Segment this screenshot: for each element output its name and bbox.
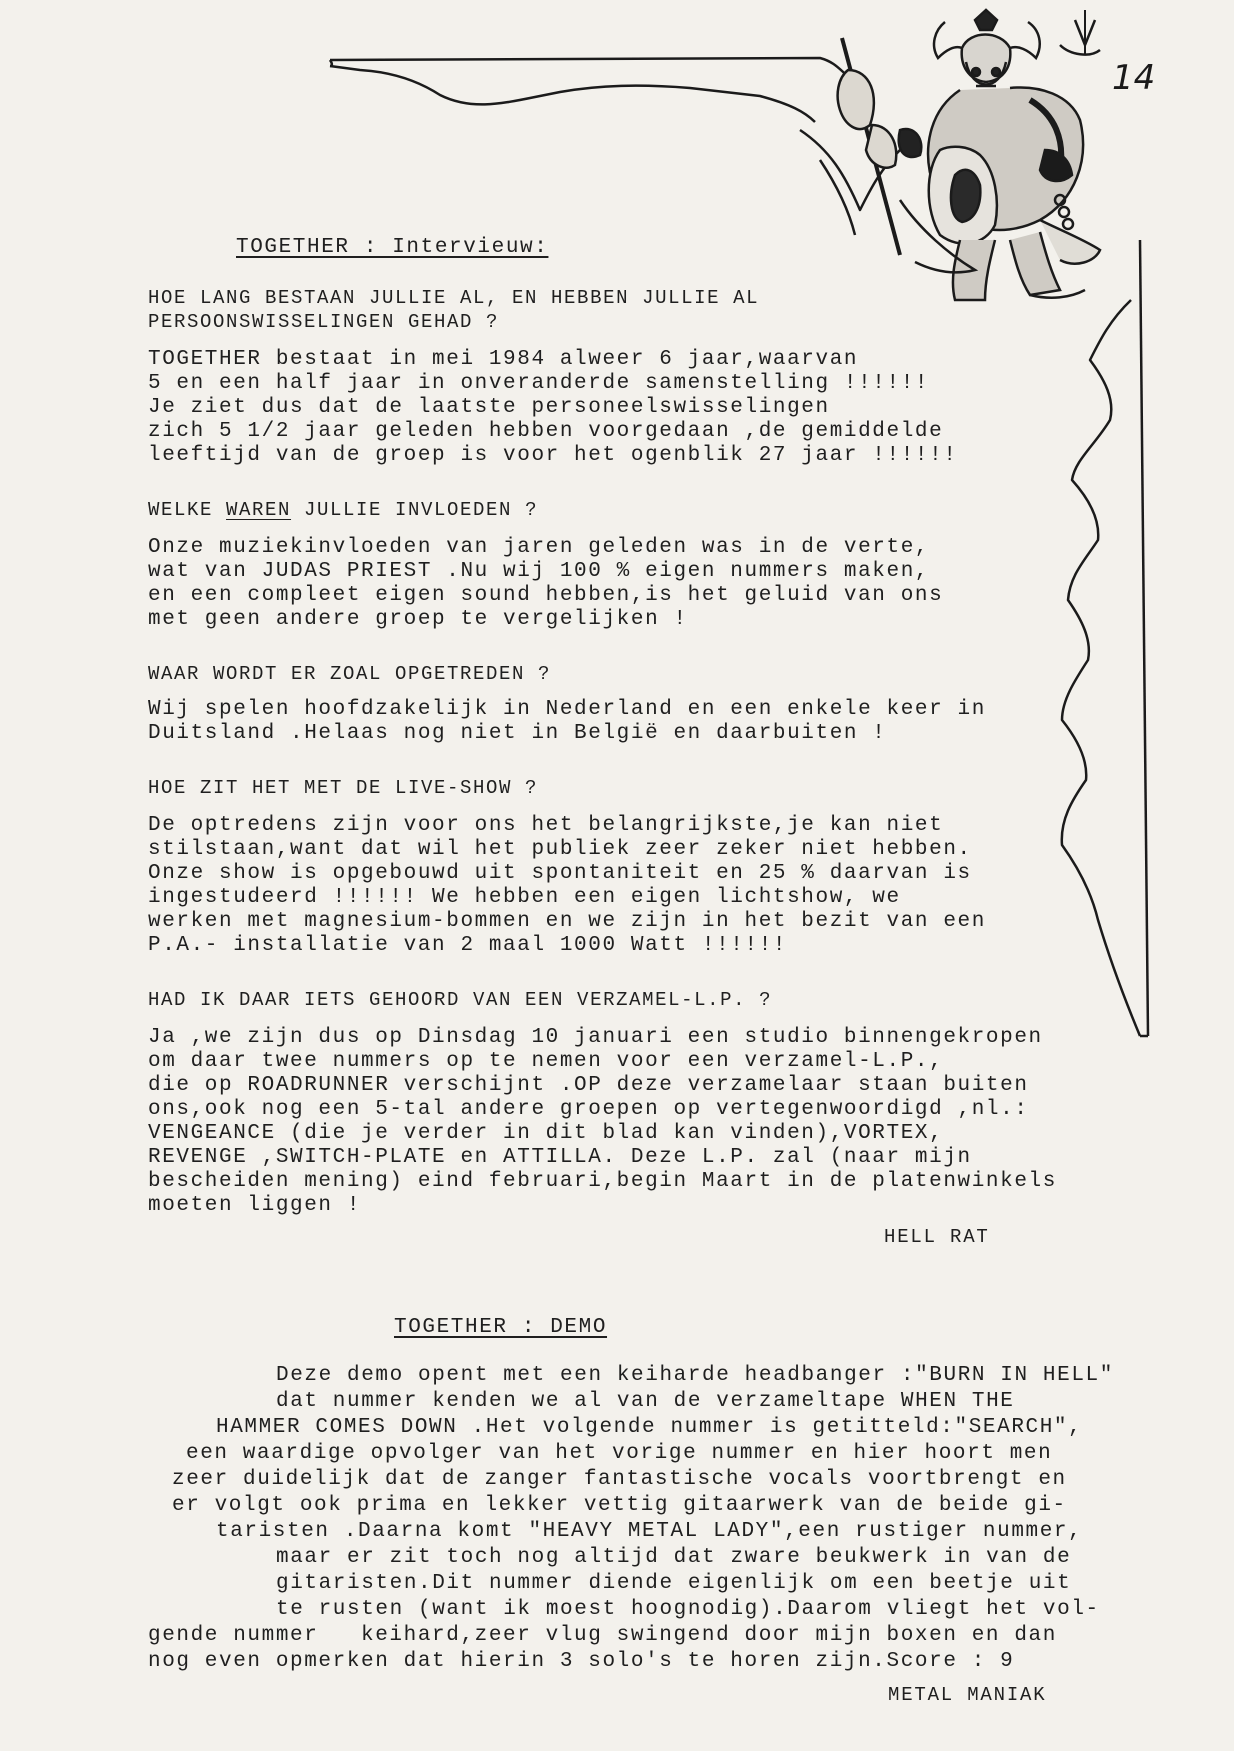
demo-line-7: taristen .Daarna komt "HEAVY METAL LADY",een rustiger nummer, — [216, 1520, 1083, 1543]
answer-5-line-8: moeten liggen ! — [148, 1194, 362, 1217]
answer-5-line-5: VENGEANCE (die je verder in dit blad kan vinden),VORTEX, — [148, 1122, 944, 1145]
answer-4-line-2: stilstaan,want dat wil het publiek zeer zeker niet hebben. — [148, 838, 972, 861]
question-3: WAAR WORDT ER ZOAL OPGETREDEN ? — [148, 663, 552, 685]
answer-1-line-3: Je ziet dus dat de laatste personeelswisselingen — [148, 396, 830, 419]
answer-4-line-4: ingestudeerd !!!!!! We hebben een eigen lichtshow, we — [148, 886, 901, 909]
interview-heading: TOGETHER : Intervieuw: — [236, 236, 549, 259]
answer-2-line-4: met geen andere groep te vergelijken ! — [148, 608, 688, 631]
answer-2-line-2: wat van JUDAS PRIEST .Nu wij 100 % eigen nummers maken, — [148, 560, 930, 583]
question-1-line-1: HOE LANG BESTAAN JULLIE AL, EN HEBBEN JULLIE AL — [148, 287, 760, 309]
demo-line-6: er volgt ook prima en lekker vettig gitaarwerk van de beide gi- — [172, 1494, 1067, 1517]
answer-1-line-5: leeftijd van de groep is voor het ogenblik 27 jaar !!!!!! — [148, 444, 958, 467]
answer-2-line-3: en een compleet eigen sound hebben,is het geluid van ons — [148, 584, 944, 607]
answer-4-line-5: werken met magnesium-bommen en we zijn in het bezit van een — [148, 910, 986, 933]
demo-line-2: dat nummer kenden we al van de verzameltape WHEN THE — [276, 1390, 1015, 1413]
demo-line-10: te rusten (want ik moest hoognodig).Daarom vliegt het vol- — [276, 1598, 1100, 1621]
answer-1-line-2: 5 en een half jaar in onveranderde samenstelling !!!!!! — [148, 372, 930, 395]
question-5: HAD IK DAAR IETS GEHOORD VAN EEN VERZAMEL-L.P. ? — [148, 989, 773, 1011]
answer-5-line-6: REVENGE ,SWITCH-PLATE en ATTILLA. Deze L.P. zal (naar mijn — [148, 1146, 972, 1169]
interview-signature: HELL RAT — [884, 1226, 990, 1248]
question-2-prefix: WELKE — [148, 499, 227, 521]
question-2-underlined-word: WAREN — [226, 499, 292, 521]
demo-line-1: Deze demo opent met een keiharde headbanger :"BURN IN HELL" — [276, 1364, 1114, 1387]
demo-line-8: maar er zit toch nog altijd dat zware beukwerk in van de — [276, 1546, 1072, 1569]
answer-5-line-1: Ja ,we zijn dus op Dinsdag 10 januari een studio binnengekropen — [148, 1026, 1043, 1049]
demo-line-5: zeer duidelijk dat de zanger fantastische vocals voortbrengt en — [172, 1468, 1067, 1491]
demo-line-4: een waardige opvolger van het vorige nummer en hier hoort men — [186, 1442, 1053, 1465]
answer-4-line-3: Onze show is opgebouwd uit spontaniteit en 25 % daarvan is — [148, 862, 972, 885]
demo-signature: METAL MANIAK — [888, 1684, 1047, 1706]
answer-5-line-3: die op ROADRUNNER verschijnt .OP deze verzamelaar staan buiten — [148, 1074, 1029, 1097]
question-2-suffix: JULLIE INVLOEDEN ? — [291, 499, 539, 521]
answer-5-line-7: bescheiden mening) eind februari,begin Maart in de platenwinkels — [148, 1170, 1057, 1193]
page-number: 14 — [1112, 58, 1156, 98]
demo-heading: TOGETHER : DEMO — [394, 1316, 608, 1339]
demo-line-12: nog even opmerken dat hierin 3 solo's te horen zijn.Score : 9 — [148, 1650, 1015, 1673]
answer-1-line-4: zich 5 1/2 jaar geleden hebben voorgedaan ,de gemiddelde — [148, 420, 944, 443]
answer-3-line-2: Duitsland .Helaas nog niet in België en daarbuiten ! — [148, 722, 887, 745]
demo-line-3: HAMMER COMES DOWN .Het volgende nummer is getitteld:"SEARCH", — [216, 1416, 1083, 1439]
answer-5-line-4: ons,ook nog een 5-tal andere groepen op vertegenwoordigd ,nl.: — [148, 1098, 1029, 1121]
answer-1-line-1: TOGETHER bestaat in mei 1984 alweer 6 jaar,waarvan — [148, 348, 859, 371]
question-1-line-2: PERSOONSWISSELINGEN GEHAD ? — [148, 311, 500, 333]
answer-4-line-1: De optredens zijn voor ons het belangrijkste,je kan niet — [148, 814, 944, 837]
answer-5-line-2: om daar twee nummers op te nemen voor een verzamel-L.P., — [148, 1050, 944, 1073]
answer-2-line-1: Onze muziekinvloeden van jaren geleden was in de verte, — [148, 536, 930, 559]
answer-4-line-6: P.A.- installatie van 2 maal 1000 Watt !!!!!! — [148, 934, 788, 957]
answer-3-line-1: Wij spelen hoofdzakelijk in Nederland en een enkele keer in — [148, 698, 986, 721]
demo-line-11: gende nummer keihard,zeer vlug swingend door mijn boxen en dan — [148, 1624, 1057, 1647]
question-4: HOE ZIT HET MET DE LIVE-SHOW ? — [148, 777, 539, 799]
question-2 — [148, 498, 538, 522]
demo-line-9: gitaristen.Dit nummer diende eigenlijk om een beetje uit — [276, 1572, 1072, 1595]
